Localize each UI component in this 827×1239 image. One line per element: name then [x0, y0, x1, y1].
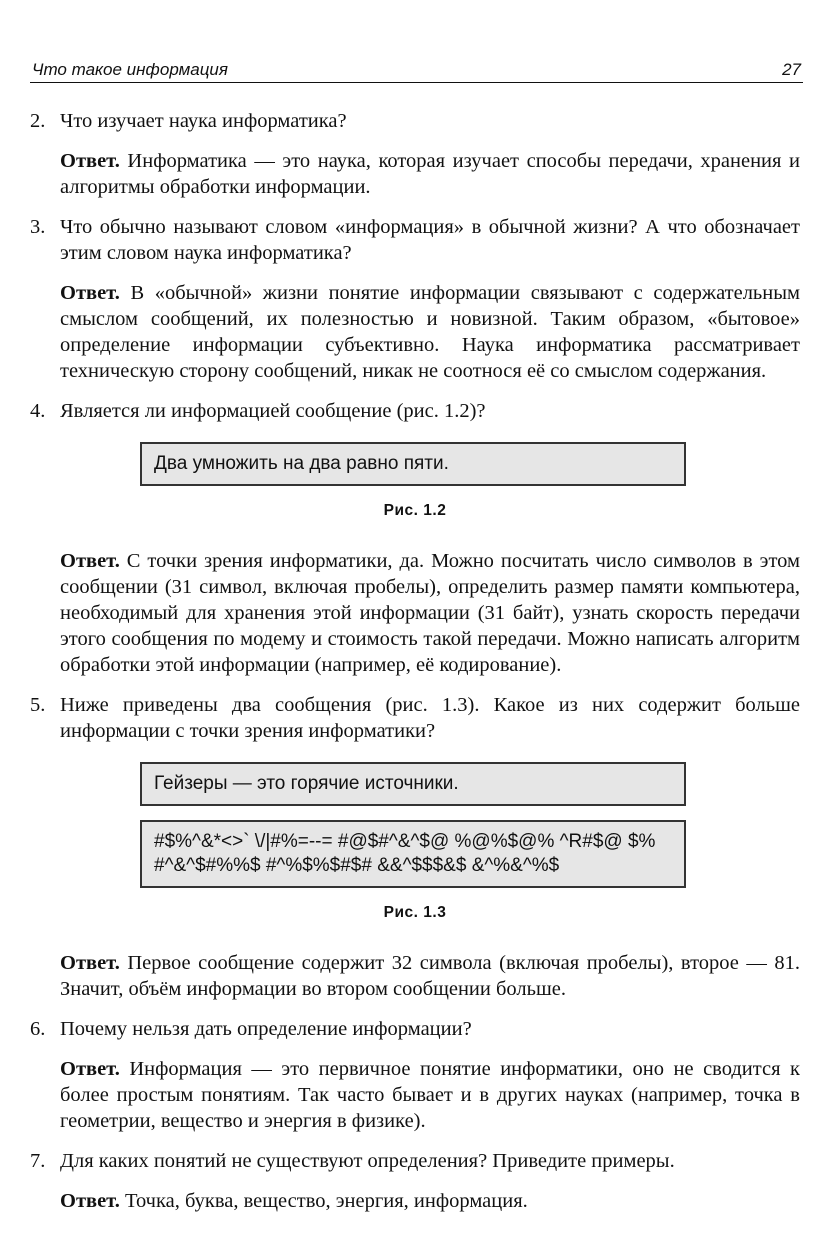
- question-text: Ниже приведены два сообщения (рис. 1.3). Какое из них содержит больше информации с точки зрения информатики?: [60, 694, 800, 742]
- figure-caption-1-2: Рис. 1.2: [383, 502, 447, 519]
- answer-5: [60, 950, 800, 1002]
- answer-text: Первое сообщение содержит 32 символа (включая пробелы), второе — 81. Значит, объём информации во втором сообщении больше.: [60, 952, 800, 1000]
- question-2: [30, 108, 800, 134]
- answer-6: [60, 1056, 800, 1134]
- answer-label: Ответ.: [60, 952, 120, 974]
- question-number: 7.: [30, 1150, 46, 1172]
- page-content: [30, 108, 800, 1228]
- answer-4: [60, 548, 800, 678]
- question-number: 6.: [30, 1018, 46, 1040]
- question-number: 2.: [30, 110, 46, 132]
- figure-caption-1-3: Рис. 1.3: [383, 904, 447, 921]
- page-number: 27: [782, 60, 801, 79]
- figure-1-3-message-box-1: [140, 762, 686, 806]
- question-number: 5.: [30, 694, 46, 716]
- figure-message: Два умножить на два равно пяти.: [154, 453, 449, 474]
- chapter-title: Что такое информация: [32, 60, 228, 79]
- figure-message: #$%^&*<>` \/|#%=--= #@$#^&^$@ %@%$@% ^R#$@ $% #^&^$#%%$ #^%$%$#$# &&^$$$&$ &^%&^%$: [154, 831, 656, 876]
- question-4: [30, 398, 800, 424]
- question-number: 4.: [30, 400, 46, 422]
- answer-label: Ответ.: [60, 1190, 120, 1212]
- figure-1-2-message-box: [140, 442, 686, 486]
- answer-3: [60, 280, 800, 384]
- answer-text: Информатика — это наука, которая изучает способы передачи, хранения и алгоритмы обработки информации.: [60, 150, 800, 198]
- question-text: Что обычно называют словом «информация» в обычной жизни? А что обозначает этим словом наука информатика?: [60, 216, 800, 264]
- answer-label: Ответ.: [60, 282, 120, 304]
- question-text: Почему нельзя дать определение информации?: [60, 1018, 472, 1040]
- question-number: 3.: [30, 216, 46, 238]
- question-text: Является ли информацией сообщение (рис. 1.2)?: [60, 400, 486, 422]
- answer-text: Точка, буква, вещество, энергия, информация.: [119, 1190, 528, 1212]
- question-text: Для каких понятий не существуют определения? Приведите примеры.: [60, 1150, 675, 1172]
- answer-text: С точки зрения информатики, да. Можно посчитать число символов в этом сообщении (31 символ, включая пробелы), определить размер памяти компьютера, необходимый для хранения этой информации (31 байт), узнать скорость передачи этого сообщения по модему и стоимость такой передачи. Можно написать алгоритм обработки этой информации (например, её кодирование).: [60, 550, 800, 676]
- answer-2: [60, 148, 800, 200]
- answer-label: Ответ.: [60, 1058, 120, 1080]
- running-header: [30, 60, 803, 83]
- question-5: [30, 692, 800, 744]
- answer-text: Информация — это первичное понятие информатики, оно не сводится к более простым понятиям. Так часто бывает и в других науках (например, точка в геометрии, вещество и энергия в физике).: [60, 1058, 800, 1132]
- answer-text: В «обычной» жизни понятие информации связывают с содержательным смыслом сообщений, их полезностью и новизной. Таким образом, «бытовое» определение информации субъективно. Наука информатика рассматривает техническую сторону сообщений, никак не соотнося её со смыслом содержания.: [60, 282, 800, 382]
- answer-label: Ответ.: [60, 150, 120, 172]
- figure-message: Гейзеры — это горячие источники.: [154, 773, 459, 794]
- question-6: [30, 1016, 800, 1042]
- question-3: [30, 214, 800, 266]
- answer-7: [60, 1188, 800, 1214]
- question-7: [30, 1148, 800, 1174]
- answer-label: Ответ.: [60, 550, 120, 572]
- figure-1-3-message-box-2: [140, 820, 686, 888]
- question-text: Что изучает наука информатика?: [60, 110, 347, 132]
